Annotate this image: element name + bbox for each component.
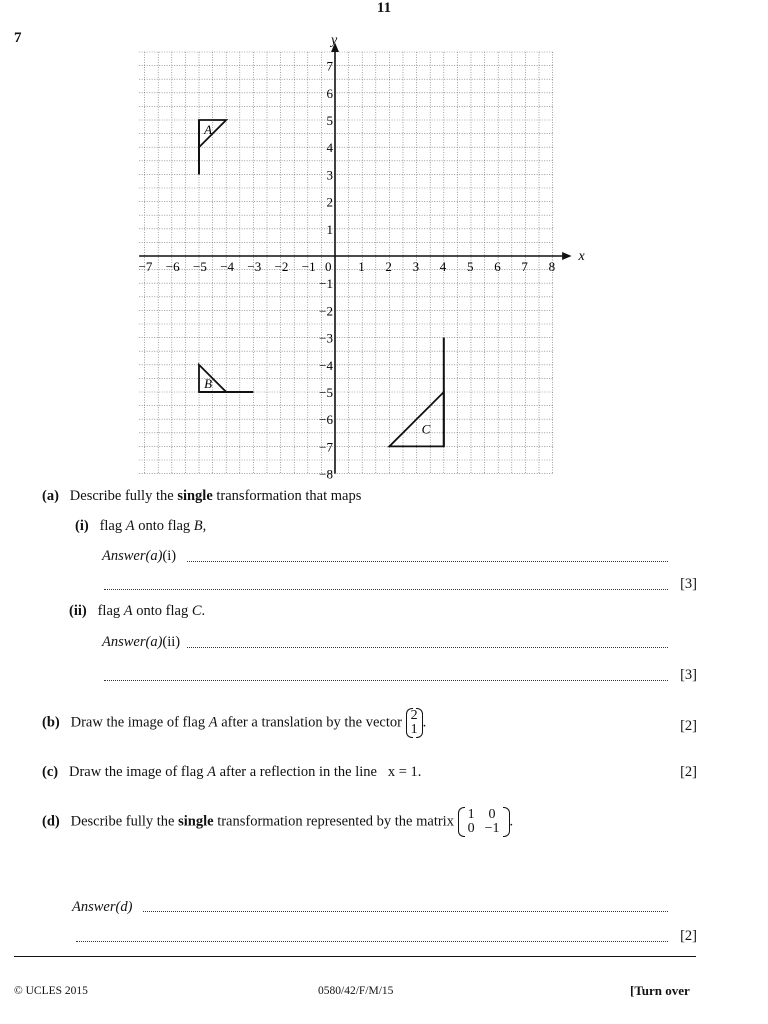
part-a-i-post: , xyxy=(202,518,207,534)
y-tick-label: 2 xyxy=(326,194,333,210)
part-d-label: (d) xyxy=(42,813,60,830)
x-tick-label: 8 xyxy=(548,259,556,274)
y-tick-label: 5 xyxy=(326,113,333,128)
part-a-i-flag1: A xyxy=(125,518,135,534)
part-d-text-pre: Describe fully the xyxy=(70,813,179,830)
part-a-heading xyxy=(42,488,361,505)
part-b-marks: [2] xyxy=(680,718,697,734)
part-d xyxy=(42,808,513,836)
answer-a-i-label-text: Answer(a) xyxy=(102,548,163,564)
part-a-ii-pre: flag xyxy=(97,603,124,619)
footer-rule xyxy=(14,956,696,957)
part-b-text-post: after a translation by the vector xyxy=(217,714,402,731)
part-c-text-pre: Draw the image of flag xyxy=(68,764,208,780)
y-tick-label: 7 xyxy=(326,58,333,74)
answer-a-ii-label xyxy=(102,634,180,651)
part-a-ii-mid: onto flag xyxy=(132,603,192,619)
x-tick-label: −4 xyxy=(220,259,235,274)
x-tick-label: 5 xyxy=(467,259,474,274)
part-a-i-mid: onto flag xyxy=(134,518,194,534)
x-tick-label: −7 xyxy=(138,259,153,274)
part-a-text-pre: Describe fully the xyxy=(69,488,178,504)
part-a-i-flag2: B xyxy=(193,518,203,534)
x-tick-label: −2 xyxy=(274,259,289,274)
part-a-i-marks: [3] xyxy=(680,576,697,592)
part-d-text-post: transformation represented by the matrix xyxy=(213,813,454,830)
translation-vector xyxy=(406,709,423,737)
part-a-ii-flag2: C xyxy=(191,603,202,619)
answer-a-ii-label-text: Answer(a) xyxy=(102,634,163,650)
part-c-flag: A xyxy=(207,764,216,780)
transformation-matrix xyxy=(458,808,510,836)
vector-top: 2 xyxy=(410,708,418,723)
x-axis-arrow xyxy=(562,252,572,260)
answer-d-line-1[interactable] xyxy=(143,911,668,912)
y-axis-label: y xyxy=(331,32,338,48)
x-tick-label: 4 xyxy=(439,259,447,274)
part-a-i xyxy=(75,518,206,535)
part-a-ii-marks: [3] xyxy=(680,667,697,683)
x-axis-label: x xyxy=(578,249,585,264)
part-a-text-bold: single xyxy=(177,488,213,504)
answer-a-i-label xyxy=(102,548,176,565)
part-d-text-bold: single xyxy=(178,813,214,830)
answer-a-ii-suffix: (ii) xyxy=(162,634,181,650)
y-tick-label: −5 xyxy=(319,385,333,400)
part-c-text-post: after a reflection in the line xyxy=(215,764,377,780)
matrix-r1c1: 1 xyxy=(467,807,475,822)
part-b-end: . xyxy=(422,714,427,731)
answer-a-i-line-1[interactable] xyxy=(187,561,668,562)
part-a-ii-flag1: A xyxy=(123,603,133,619)
flag-c-label: C xyxy=(421,421,431,437)
part-b-text-pre: Draw the image of flag xyxy=(70,714,209,731)
x-tick-label: −5 xyxy=(193,259,207,274)
x-tick-label: 2 xyxy=(385,259,392,274)
page-number: 11 xyxy=(376,0,392,16)
answer-a-i-suffix: (i) xyxy=(162,548,177,564)
coordinate-grid xyxy=(0,0,768,480)
y-tick-label: −2 xyxy=(319,303,333,319)
y-tick-label: −8 xyxy=(319,466,333,480)
y-tick-label: 6 xyxy=(326,85,333,101)
answer-a-ii-line-1[interactable] xyxy=(187,647,668,648)
part-c-label: (c) xyxy=(42,764,59,780)
part-a-i-pre: flag xyxy=(99,518,126,534)
x-tick-label: 3 xyxy=(412,259,420,274)
y-tick-label: −1 xyxy=(319,276,333,292)
y-tick-label: −7 xyxy=(319,439,333,455)
y-tick-label: 3 xyxy=(326,167,333,183)
question-number: 7 xyxy=(14,30,22,46)
part-a-text-post: transformation that maps xyxy=(212,488,362,504)
footer-code: 0580/42/F/M/15 xyxy=(318,985,394,997)
part-c-equation: x = 1. xyxy=(387,764,422,780)
y-tick-label: −6 xyxy=(319,412,333,428)
answer-a-i-line-2[interactable] xyxy=(104,589,668,590)
footer-copyright: © UCLES 2015 xyxy=(14,985,88,997)
answer-d-label: Answer(d) xyxy=(72,899,133,915)
part-a-ii-post: . xyxy=(201,603,206,619)
part-c xyxy=(42,764,421,781)
vector-bottom: 1 xyxy=(410,722,418,737)
part-a-label: (a) xyxy=(42,488,59,504)
x-tick-label: 7 xyxy=(521,259,528,274)
flag-a-label: A xyxy=(204,122,213,138)
footer-turn-over: [Turn over xyxy=(630,983,690,998)
x-tick-label: 0 xyxy=(325,259,332,274)
part-d-end: . xyxy=(509,813,514,830)
part-d-marks: [2] xyxy=(680,928,697,944)
matrix-r2c1: 0 xyxy=(467,821,475,836)
part-a-ii xyxy=(69,603,205,620)
part-b xyxy=(42,709,426,737)
y-tick-label: 1 xyxy=(326,221,333,237)
answer-d-line-2[interactable] xyxy=(76,941,668,942)
part-c-marks: [2] xyxy=(680,764,697,780)
y-tick-label: 4 xyxy=(326,140,333,156)
x-tick-label: −3 xyxy=(247,259,262,274)
part-a-ii-label: (ii) xyxy=(69,603,87,619)
matrix-r1c2: 0 xyxy=(488,807,496,822)
flag-b-label: B xyxy=(204,375,213,391)
answer-a-ii-line-2[interactable] xyxy=(104,680,668,681)
part-a-i-label: (i) xyxy=(75,518,89,534)
x-tick-label: −6 xyxy=(165,259,180,274)
y-tick-label: −3 xyxy=(319,330,333,346)
part-b-label: (b) xyxy=(42,714,60,731)
part-b-flag: A xyxy=(208,714,218,731)
y-tick-label: −4 xyxy=(319,357,333,373)
matrix-r2c2: −1 xyxy=(484,821,500,836)
x-tick-label: 6 xyxy=(494,259,501,274)
x-tick-label: 1 xyxy=(358,259,365,274)
x-tick-label: −1 xyxy=(301,259,316,274)
